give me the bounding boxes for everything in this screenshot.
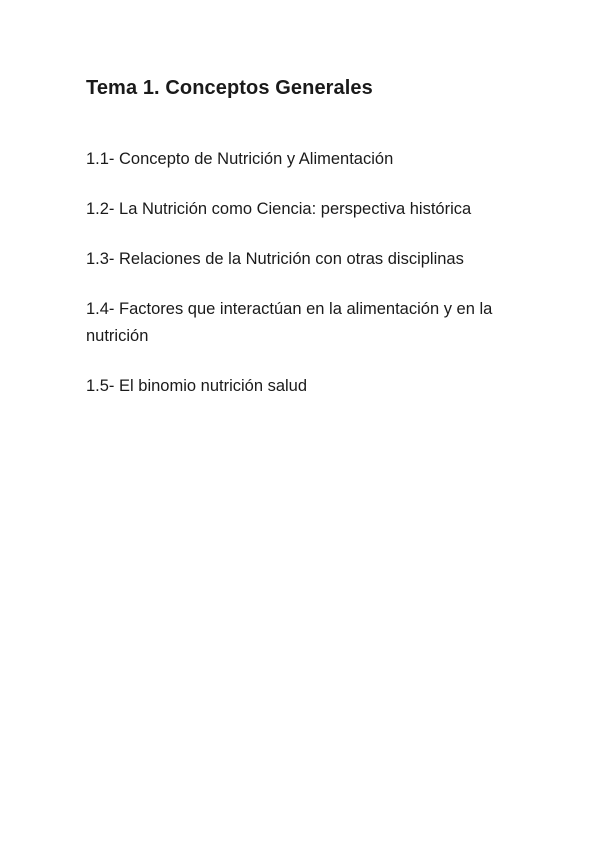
topic-item-1-5: 1.5- El binomio nutrición salud (86, 377, 308, 395)
topic-item-1-4: 1.4- Factores que interactúan en la alimentación y en la nutrición (86, 300, 493, 345)
topic-item-1-2: 1.2- La Nutrición como Ciencia: perspectiva histórica (86, 200, 472, 218)
topic-list (86, 146, 526, 423)
topic-item-1-3: 1.3- Relaciones de la Nutrición con otras disciplinas (86, 250, 464, 268)
topic-item-1-1: 1.1- Concepto de Nutrición y Alimentación (86, 150, 394, 168)
document-title: Tema 1. Conceptos Generales (86, 77, 373, 99)
